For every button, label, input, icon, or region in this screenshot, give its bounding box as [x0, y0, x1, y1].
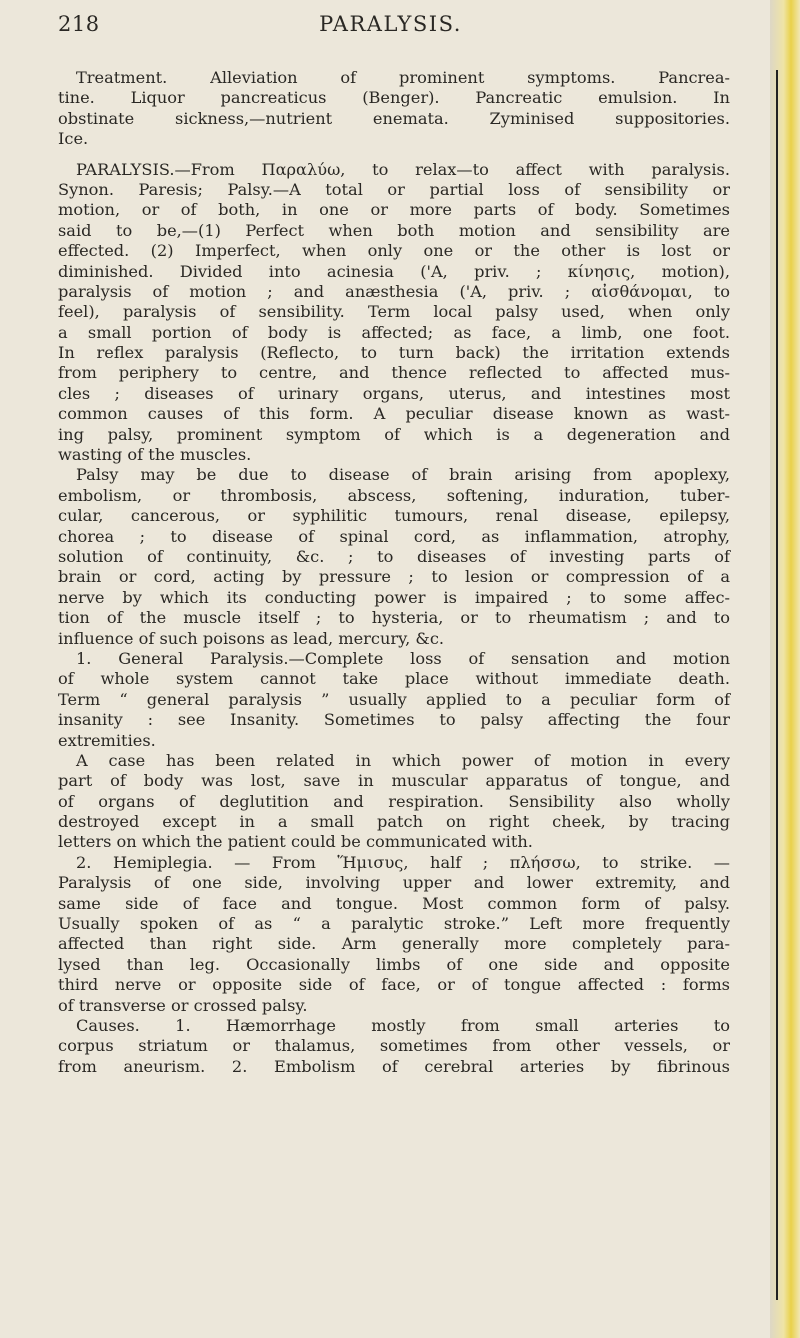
text-line: lysed than leg. Occasionally limbs of one side and opposite: [58, 954, 730, 974]
text-line: tion of the muscle itself ; to hysteria, or to rheumatism ; and to: [58, 608, 730, 628]
text-line: obstinate sickness,—nutrient enemata. Zyminised suppositories.: [58, 108, 730, 128]
text-line: wasting of the muscles.: [58, 445, 252, 465]
text-line: Ice.: [58, 129, 89, 149]
text-line: part of body was lost, save in muscular apparatus of tongue, and: [58, 771, 730, 791]
text-line: same side of face and tongue. Most common form of palsy.: [58, 893, 730, 913]
paragraph-general-paralysis: [58, 649, 730, 853]
text-line: insanity : see Insanity. Sometimes to palsy affecting the four: [58, 710, 730, 730]
text-line: paralysis of motion ; and anæsthesia ('A, priv. ; αἰσθάνομαι, to: [58, 281, 730, 301]
text-line: Causes. 1. Hæmorrhage mostly from small arteries to: [76, 1015, 730, 1035]
paragraph-paralysis-def: [58, 160, 730, 649]
page-header: [58, 12, 723, 48]
paragraph-gap: [58, 150, 730, 160]
text-line: extremities.: [58, 730, 156, 750]
text-line: ing palsy, prominent symptom of which is a degeneration and: [58, 424, 730, 444]
text-line: effected. (2) Imperfect, when only one or the other is lost or: [58, 241, 730, 261]
text-line: influence of such poisons as lead, mercury, &c.: [58, 628, 445, 648]
text-line: A case has been related in which power of motion in every: [76, 750, 730, 770]
text-line: of organs of deglutition and respiration. Sensibility also wholly: [58, 791, 730, 811]
text-line: destroyed except in a small patch on right cheek, by tracing: [58, 812, 730, 832]
page-number: 218: [58, 12, 100, 36]
book-spine-edge: [770, 0, 800, 1338]
text-line: cles ; diseases of urinary organs, uterus, and intestines most: [58, 383, 730, 403]
text-line: cular, cancerous, or syphilitic tumours, renal disease, epilepsy,: [58, 506, 730, 526]
text-line: In reflex paralysis (Reflecto, to turn back) the irritation extends: [58, 343, 730, 363]
text-line: corpus striatum or thalamus, sometimes from other vessels, or: [58, 1036, 730, 1056]
text-line: said to be,—(1) Perfect when both motion and sensibility are: [58, 220, 730, 240]
text-line: diminished. Divided into acinesia ('A, priv. ; κίνησις, motion),: [58, 261, 730, 281]
text-line: of whole system cannot take place without immediate death.: [58, 669, 730, 689]
text-line: Term “ general paralysis ” usually applied to a peculiar form of: [58, 689, 730, 709]
text-line: nerve by which its conducting power is impaired ; to some affec-: [58, 587, 730, 607]
text-line: chorea ; to disease of spinal cord, as inflammation, atrophy,: [58, 526, 730, 546]
paragraph-hemiplegia: [58, 853, 730, 1077]
text-line: Synon. Paresis; Palsy.—A total or partial loss of sensibility or: [58, 179, 730, 199]
text-line: affected than right side. Arm generally more completely para-: [58, 934, 730, 954]
text-line: 2. Hemiplegia. — From Ἥμισυς, half ; πλήσσω, to strike. —: [76, 852, 730, 872]
text-line: Palsy may be due to disease of brain arising from apoplexy,: [76, 465, 730, 485]
paragraph-treatment: [58, 68, 730, 150]
text-line: motion, or of both, in one or more parts of body. Sometimes: [58, 200, 730, 220]
text-line: Usually spoken of as “ a paralytic stroke.” Left more frequently: [58, 914, 730, 934]
body-text: [58, 68, 730, 1077]
text-line: from periphery to centre, and thence reflected to affected mus-: [58, 363, 730, 383]
text-line: solution of continuity, &c. ; to diseases of investing parts of: [58, 546, 730, 566]
running-title: PARALYSIS.: [319, 12, 462, 36]
text-line: tine. Liquor pancreaticus (Benger). Pancreatic emulsion. In: [58, 88, 730, 108]
text-line: letters on which the patient could be communicated with.: [58, 832, 533, 852]
text-line: feel), paralysis of sensibility. Term local palsy used, when only: [58, 302, 730, 322]
page-gutter-line: [776, 70, 778, 1300]
text-line: Paralysis of one side, involving upper and lower extremity, and: [58, 873, 730, 893]
text-line: common causes of this form. A peculiar disease known as wast-: [58, 404, 730, 424]
text-line: from aneurism. 2. Embolism of cerebral arteries by fibrinous: [58, 1056, 730, 1076]
text-line: third nerve or opposite side of face, or of tongue affected : forms: [58, 975, 730, 995]
text-line: brain or cord, acting by pressure ; to lesion or compression of a: [58, 567, 730, 587]
text-line: PARALYSIS.—From Παραλύω, to relax—to affect with paralysis.: [76, 159, 730, 179]
text-line: of transverse or crossed palsy.: [58, 995, 308, 1015]
text-line: Treatment. Alleviation of prominent symptoms. Pancrea-: [76, 68, 730, 87]
text-line: 1. General Paralysis.—Complete loss of sensation and motion: [76, 648, 730, 668]
text-line: a small portion of body is affected; as face, a limb, one foot.: [58, 322, 730, 342]
text-line: embolism, or thrombosis, abscess, softening, induration, tuber-: [58, 485, 730, 505]
